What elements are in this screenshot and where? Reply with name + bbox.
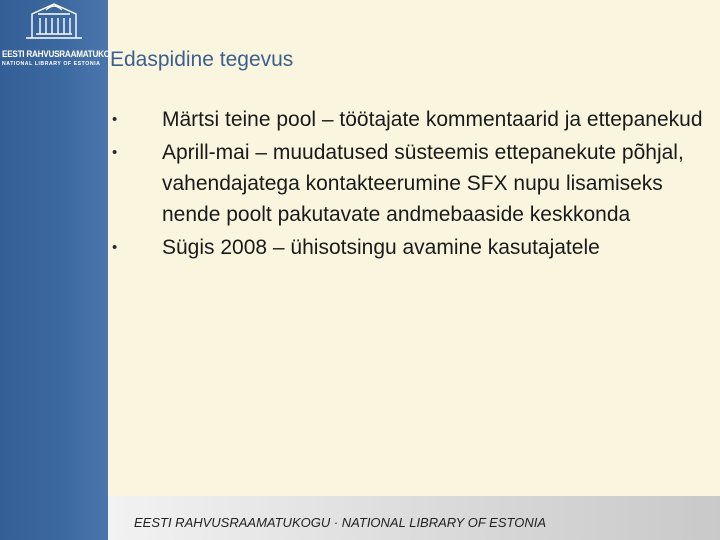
library-building-icon <box>24 0 84 40</box>
sidebar <box>0 0 122 540</box>
bullet-item <box>110 104 710 135</box>
footer-text: EESTI RAHVUSRAAMATUKOGU · NATIONAL LIBRARY OF ESTONIA <box>134 515 546 530</box>
footer-bar <box>108 496 720 540</box>
bullet-text: Märtsi teine pool – töötajate kommentaarid ja ettepanekud <box>162 108 703 131</box>
bullet-marker: • <box>112 239 118 256</box>
bullet-text: Sügis 2008 – ühisotsingu avamine kasutajatele <box>162 236 600 259</box>
library-logo <box>0 0 122 78</box>
bullet-item <box>110 137 710 230</box>
bullet-marker: • <box>112 111 118 128</box>
logo-name: EESTI RAHVUSRAAMATUKOGU <box>2 49 122 60</box>
slide-title: Edaspidine tegevus <box>110 48 294 71</box>
logo-subtitle: NATIONAL LIBRARY OF ESTONIA <box>2 61 101 67</box>
bullet-list <box>110 104 710 265</box>
bullet-text: Aprill-mai – muudatused süsteemis ettepanekute põhjal, vahendajatega kontakteerumine SFX nupu lisamiseks nende poolt pakutavate andmebaaside keskkonda <box>162 141 684 226</box>
bullet-marker: • <box>112 144 118 161</box>
bullet-item <box>110 232 710 263</box>
